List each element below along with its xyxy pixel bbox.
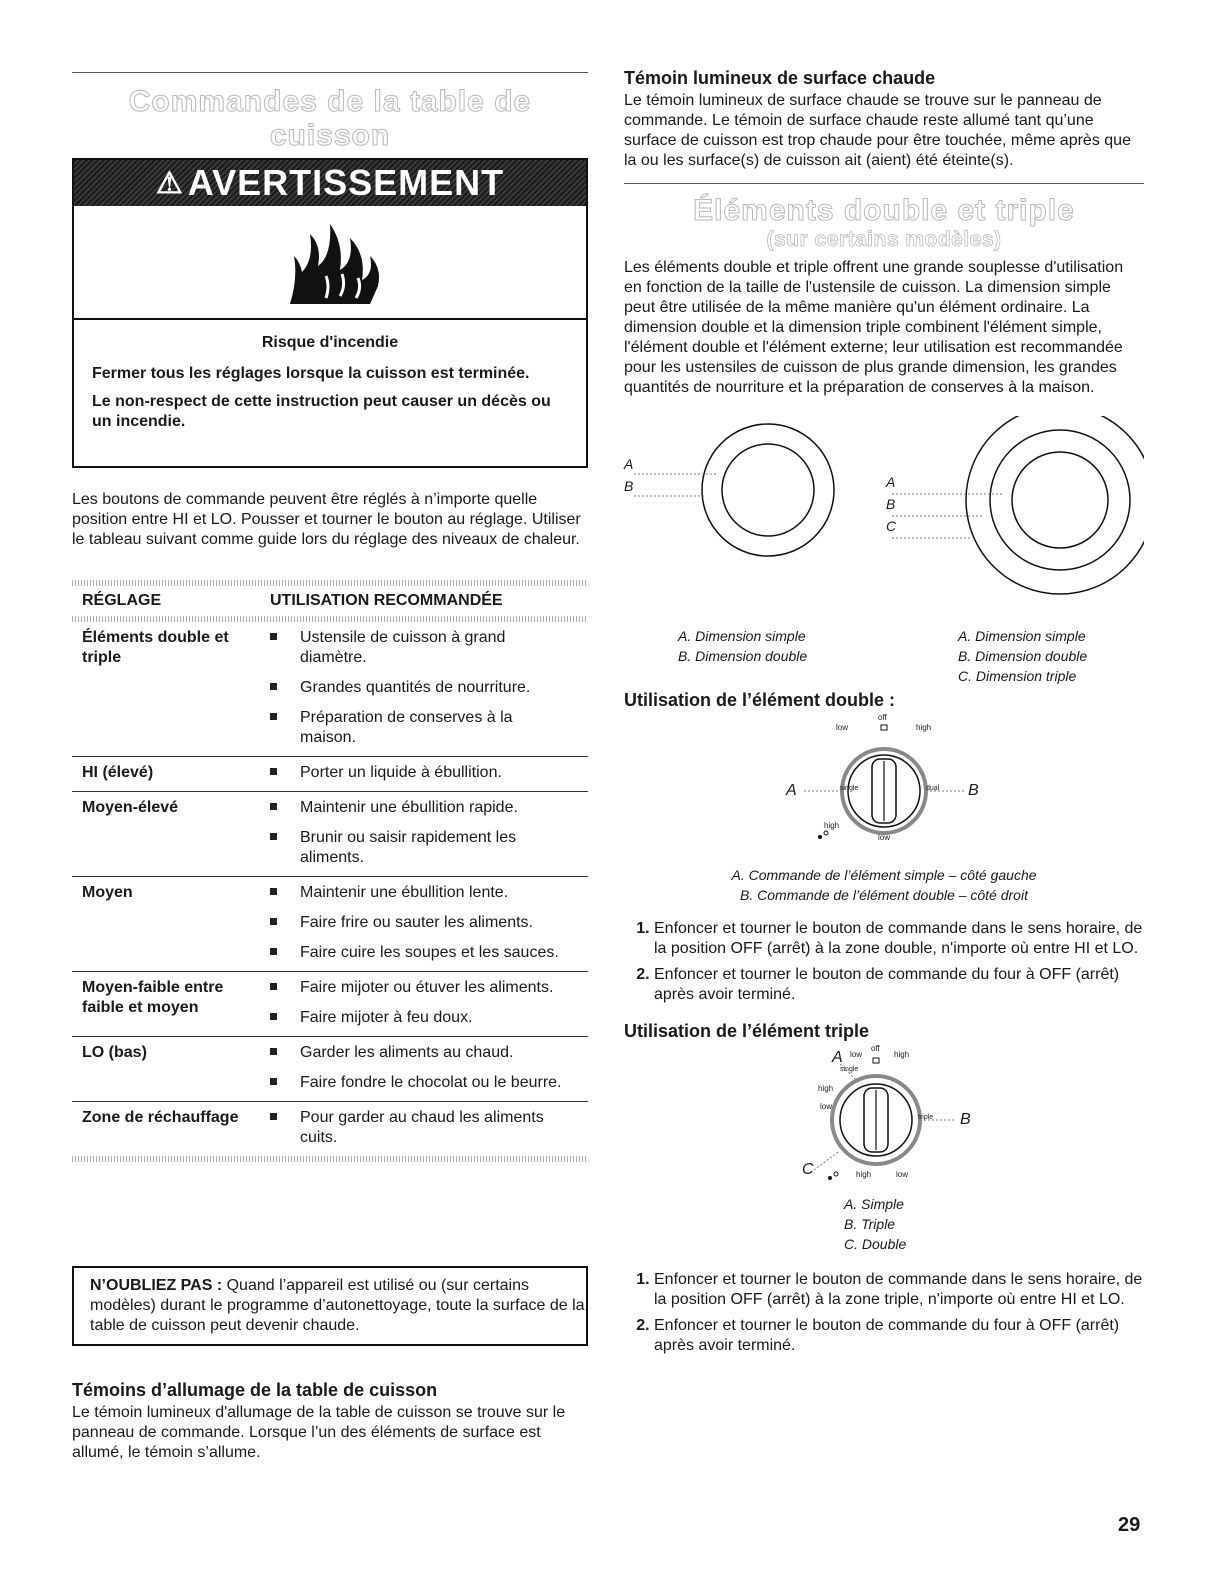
bullet-square-icon <box>252 1008 300 1028</box>
top-rule-left <box>72 72 588 73</box>
fig2-caption-a: A. Dimension simple <box>958 628 1086 644</box>
usage-text: Brunir ou saisir rapidement les aliments. <box>300 829 517 866</box>
usage-text: Porter un liquide à ébullition. <box>300 764 502 781</box>
table-setting-cell: LO (bas) <box>82 1044 147 1061</box>
double-title: Utilisation de l’élément double : <box>624 690 896 710</box>
table-usage-cell <box>252 883 588 965</box>
knob1-high2: high <box>824 821 840 830</box>
table-usage-cell <box>252 628 588 750</box>
knob2-label-a: A <box>832 1049 843 1066</box>
knob1-low2: low <box>878 833 891 842</box>
left-column <box>72 72 588 1461</box>
warning-header <box>74 160 586 206</box>
bullet-square-icon <box>252 943 300 963</box>
fig1-label-b: B <box>624 478 634 494</box>
warning-box <box>72 158 588 468</box>
fig2-label-a: A <box>886 474 896 490</box>
triple-title: Utilisation de l’élément triple <box>624 1021 870 1041</box>
indicator-title: Témoins d’allumage de la table de cuisson <box>72 1380 438 1400</box>
triple-step-2: 2. Enfoncer et tourner le bouton de commande du four à OFF (arrêt) après avoir terminé. <box>654 1316 1144 1356</box>
table-bottom-border <box>72 1156 588 1162</box>
hot-surface-text: Le témoin lumineux de surface chaude se trouve sur le panneau de commande. Le témoin de surface chaude reste allumé tant qu’une surface de cuisson est trop chaude pour être touchée, même après que la ou les surface(s) de cuisson ait (aient) été éteinte(s). <box>624 92 1131 169</box>
fig2-captions <box>958 626 1087 686</box>
elements-section-sub: (sur certains modèles) <box>766 228 1002 251</box>
table-setting-cell: Moyen-faible entre faible et moyen <box>82 979 224 1016</box>
usage-text: Faire fondre le chocolat ou le beurre. <box>300 1074 562 1091</box>
fig1-label-a: A <box>624 456 634 472</box>
knob2-caption-b: B. Triple <box>844 1216 896 1232</box>
bullet-square-icon <box>252 708 300 748</box>
hot-surface-title: Témoin lumineux de surface chaude <box>624 68 936 88</box>
triple-knob-figure <box>624 1044 1144 1194</box>
table-row <box>72 756 588 791</box>
table-setting-cell: Éléments double et triple <box>82 629 229 666</box>
table-setting-cell: Zone de réchauffage <box>82 1109 239 1126</box>
warning-header-text: AVERTISSEMENT <box>187 162 505 203</box>
right-rule <box>624 183 1144 184</box>
knob2-high3: high <box>856 1170 872 1179</box>
bullet-square-icon <box>252 798 300 818</box>
elements-text: Les éléments double et triple offrent une grande souplesse d'utilisation en fonction de la taille de l'ustensile de cuisson. La dimension simple peut être utilisée de la même manière qu'un élément ordinaire. La dimension double et la dimension triple combinent l'élément simple, l'élément double et l'élément externe; leur utilisation est recommandée pour les ustensiles de cuisson de plus grande dimension, les grandes quantités de nourriture et la préparation de conserves à la maison. <box>624 259 1124 396</box>
table-setting-cell: Moyen <box>82 884 133 901</box>
usage-text: Faire frire ou sauter les aliments. <box>300 914 533 931</box>
knob1-high: high <box>916 723 932 732</box>
knob2-triple: triple <box>918 1114 934 1121</box>
bullet-square-icon <box>252 1073 300 1093</box>
usage-bullet <box>252 678 588 698</box>
fig2-label-b: B <box>886 496 896 512</box>
table-row <box>72 876 588 971</box>
double-steps <box>624 919 1144 1005</box>
table-body <box>72 622 588 1156</box>
fire-icon <box>74 206 586 320</box>
usage-text: Pour garder au chaud les aliments cuits. <box>300 1109 544 1146</box>
table-setting-cell: Moyen-élevé <box>82 799 179 816</box>
triple-step-1: 1. Enfoncer et tourner le bouton de commande dans le sens horaire, de la position OFF (arrêt) à la zone triple, n'importe où entre HI et LO. <box>654 1270 1144 1310</box>
knob2-single: single <box>840 1066 859 1073</box>
table-row <box>72 1101 588 1156</box>
triple-knob-icon <box>624 1044 1144 1194</box>
usage-text: Maintenir une ébullition lente. <box>300 884 509 901</box>
double-knob-figure <box>624 713 1144 863</box>
usage-bullet <box>252 1073 588 1093</box>
usage-bullet <box>252 763 588 783</box>
double-inner-ring <box>722 444 814 536</box>
double-step-2: 2. Enfoncer et tourner le bouton de commande du four à OFF (arrêt) après avoir terminé. <box>654 965 1144 1005</box>
element-diagrams <box>624 416 1144 616</box>
bullet-square-icon <box>252 678 300 698</box>
bullet-square-icon <box>252 1043 300 1063</box>
usage-bullet <box>252 1108 588 1148</box>
triple-steps <box>624 1270 1144 1356</box>
bullet-square-icon <box>252 1108 300 1148</box>
reminder-text: Quand l’appareil est utilisé ou (sur certains modèles) durant le programme d’autonettoyage, toute la surface de la table de cuisson peut devenir chaude. <box>90 1277 585 1334</box>
table-usage-cell <box>252 1043 588 1095</box>
usage-bullet <box>252 913 588 933</box>
reminder-label: N’OUBLIEZ PAS : <box>90 1277 223 1294</box>
table-usage-cell <box>252 1108 588 1150</box>
knob1-label-a: A <box>786 782 797 799</box>
usage-bullet <box>252 798 588 818</box>
fig2-caption-b: B. Dimension double <box>958 648 1088 664</box>
knob2-high: high <box>894 1050 910 1059</box>
usage-text: Préparation de conserves à la maison. <box>300 709 513 746</box>
usage-text: Faire cuire les soupes et les sauces. <box>300 944 559 961</box>
bullet-square-icon <box>252 913 300 933</box>
usage-bullet <box>252 978 588 998</box>
usage-bullet <box>252 1008 588 1028</box>
fig1-captions <box>678 626 807 666</box>
usage-text: Ustensile de cuisson à grand diamètre. <box>300 629 506 666</box>
fig2-label-c: C <box>886 518 897 534</box>
triple-inner-ring <box>1012 452 1108 548</box>
fig1-caption-a: A. Dimension simple <box>678 628 806 644</box>
triple-middle-ring <box>990 430 1130 570</box>
section-title-line1: Commandes de la table de <box>128 85 532 118</box>
warning-line2: Le non-respect de cette instruction peut causer un décès ou un incendie. <box>92 393 551 430</box>
elements-section-title: Éléments double et triple <box>693 194 1075 227</box>
knob2-off: off <box>871 1044 880 1053</box>
section-title-line2: cuisson <box>269 119 391 152</box>
usage-text: Faire mijoter à feu doux. <box>300 1009 473 1026</box>
bullet-square-icon <box>252 978 300 998</box>
bullet-square-icon <box>252 628 300 668</box>
usage-bullet <box>252 883 588 903</box>
table-usage-cell <box>252 763 588 785</box>
settings-table <box>72 580 588 1162</box>
usage-bullet <box>252 828 588 868</box>
table-usage-cell <box>252 978 588 1030</box>
knob2-caption-a: A. Simple <box>844 1196 904 1212</box>
intro-text: Les boutons de commande peuvent être réglés à n’importe quelle position entre HI et LO. Pousser et tourner le bouton au réglage. Utiliser le tableau suivant comme guide lors du réglage des niveaux de chaleur. <box>72 491 581 548</box>
table-header <box>72 586 588 616</box>
usage-text: Garder les aliments au chaud. <box>300 1044 514 1061</box>
knob1-low: low <box>836 723 849 732</box>
usage-text: Grandes quantités de nourriture. <box>300 679 531 696</box>
right-column <box>624 68 1144 1362</box>
table-row <box>72 791 588 876</box>
double-step-1: 1. Enfoncer et tourner le bouton de commande dans le sens horaire, de la position OFF (arrêt) à la zone double, n'importe où entre HI et LO. <box>654 919 1144 959</box>
table-usage-cell <box>252 798 588 870</box>
table-header-usage: UTILISATION RECOMMANDÉE <box>270 592 503 609</box>
table-header-setting: RÉGLAGE <box>82 592 162 609</box>
knob2-captions <box>844 1194 1144 1254</box>
knob1-single: single <box>840 785 859 792</box>
reminder-box <box>72 1266 588 1346</box>
knob1-caption-b: B. Commande de l’élément double – côté droit <box>740 887 1028 903</box>
bullet-square-icon <box>252 828 300 868</box>
knob2-label-c: C <box>802 1161 814 1178</box>
triple-outer-ring <box>966 416 1144 594</box>
usage-bullet <box>252 708 588 748</box>
fig2-caption-c: C. Dimension triple <box>958 668 1077 684</box>
usage-bullet <box>252 628 588 668</box>
table-setting-cell: HI (élevé) <box>82 764 154 781</box>
knob2-low2: low <box>820 1102 833 1111</box>
page-number: 29 <box>1118 1514 1141 1536</box>
knob1-dual: dual <box>926 785 940 792</box>
knob2-low: low <box>850 1050 863 1059</box>
table-row <box>72 1036 588 1101</box>
usage-bullet <box>252 943 588 963</box>
usage-text: Faire mijoter ou étuver les aliments. <box>300 979 554 996</box>
indicator-text: Le témoin lumineux d'allumage de la table de cuisson se trouve sur le panneau de commande. Lorsque l’un des éléments de surface est allumé, le témoin s’allume. <box>72 1404 566 1461</box>
usage-text: Maintenir une ébullition rapide. <box>300 799 518 816</box>
table-row <box>72 622 588 756</box>
element-size-figure <box>624 408 1144 684</box>
bullet-square-icon <box>252 763 300 783</box>
knob2-low3: low <box>896 1170 909 1179</box>
knob2-label-b: B <box>960 1111 971 1128</box>
table-row <box>72 971 588 1036</box>
bullet-square-icon <box>252 883 300 903</box>
knob2-caption-c: C. Double <box>844 1236 907 1252</box>
warning-line1: Fermer tous les réglages lorsque la cuisson est terminée. <box>92 365 530 382</box>
knob2-high2: high <box>818 1084 834 1093</box>
knob1-off: off <box>878 713 887 722</box>
knob1-label-b: B <box>968 782 979 799</box>
usage-bullet <box>252 1043 588 1063</box>
knob1-caption-a: A. Commande de l’élément simple – côté gauche <box>731 867 1037 883</box>
fig1-caption-b: B. Dimension double <box>678 648 808 664</box>
warning-triangle-icon: ⚠ <box>155 166 184 200</box>
warning-risk: Risque d'incendie <box>261 334 399 351</box>
knob1-captions <box>624 865 1144 905</box>
